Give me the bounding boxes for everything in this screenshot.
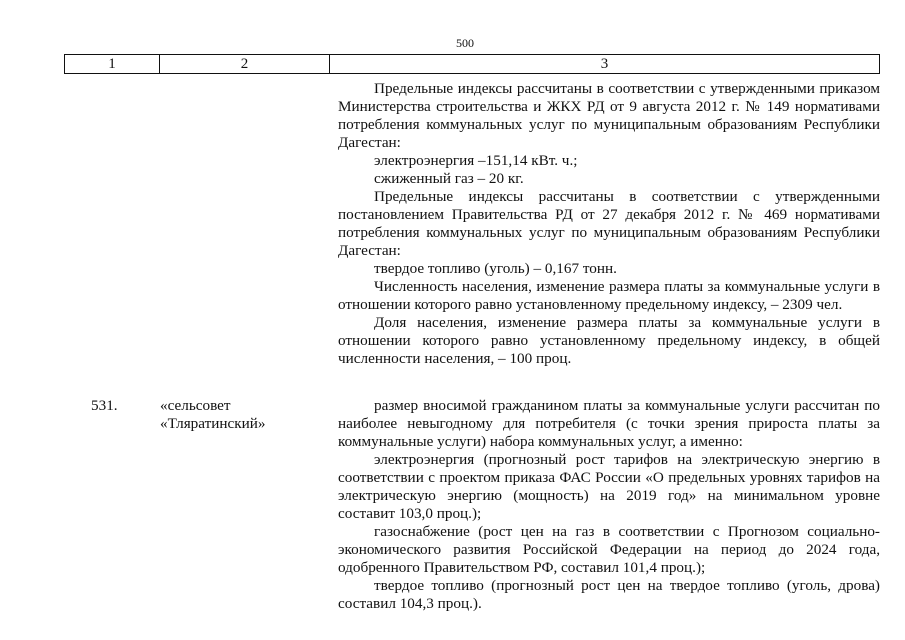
header-cell-1: 1 <box>65 55 160 73</box>
municipality-name-line1: «сельсовет <box>160 397 231 414</box>
paragraph-solid-fuel-norm: твердое топливо (уголь) – 0,167 тонн. <box>374 260 617 277</box>
paragraph-index-resolution-469: Предельные индексы рассчитаны в соответствии с утвержденными постановлением Правительства РД от 27 декабря 2012 г. № 469 нормативами потребления коммунальных услуг по муниципальным образованиям Республики Дагестан: <box>338 188 880 259</box>
row-531-text-block <box>338 397 880 613</box>
page-number: 500 <box>456 36 474 50</box>
municipality-name <box>160 397 265 433</box>
paragraph-electricity-norm: электроэнергия –151,14 кВт. ч.; <box>374 152 578 169</box>
continuation-text-block <box>338 80 880 368</box>
paragraph-gas-norm: сжиженный газ – 20 кг. <box>374 170 524 187</box>
paragraph-calculation-basis: размер вносимой гражданином платы за коммунальные услуги рассчитан по наиболее невыгодному для потребителя (с точки зрения прироста платы за коммунальные услуги) набора коммунальных услуг, а именно: <box>338 397 880 450</box>
municipality-name-line2: «Тляратинский» <box>160 415 266 432</box>
header-cell-2: 2 <box>160 55 330 73</box>
row-number: 531. <box>91 397 118 414</box>
header-cell-3: 3 <box>600 56 609 72</box>
paragraph-population-share: Доля населения, изменение размера платы за коммунальные услуги в отношении которого равно установленному предельному индексу, в общей численности населения, – 100 проц. <box>338 314 880 367</box>
paragraph-solid-fuel-growth: твердое топливо (прогнозный рост цен на твердое топливо (уголь, дрова) составил 104,3 проц.). <box>338 577 880 612</box>
table-header <box>64 54 880 74</box>
paragraph-electricity-growth: электроэнергия (прогнозный рост тарифов на электрическую энергию в соответствии с проектом приказа ФАС России «О предельных уровнях тарифов на электрическую энергию (мощность) на 2019 год» на минимальном уровне составит 103,0 проц.); <box>338 451 880 522</box>
paragraph-index-order-149: Предельные индексы рассчитаны в соответствии с утвержденными приказом Министерства строительства и ЖКХ РД от 9 августа 2012 г. № 149 нормативами потребления коммунальных услуг по муниципальным образованиям Республики Дагестан: <box>338 80 880 151</box>
paragraph-gas-growth: газоснабжение (рост цен на газ в соответствии с Прогнозом социально-экономического развития Российской Федерации на период до 2024 года, одобренного Правительством РФ, составил 101,4 проц.); <box>338 523 880 576</box>
paragraph-population-count: Численность населения, изменение размера платы за коммунальные услуги в отношении которого равно установленному предельному индексу, – 2309 чел. <box>338 278 880 313</box>
